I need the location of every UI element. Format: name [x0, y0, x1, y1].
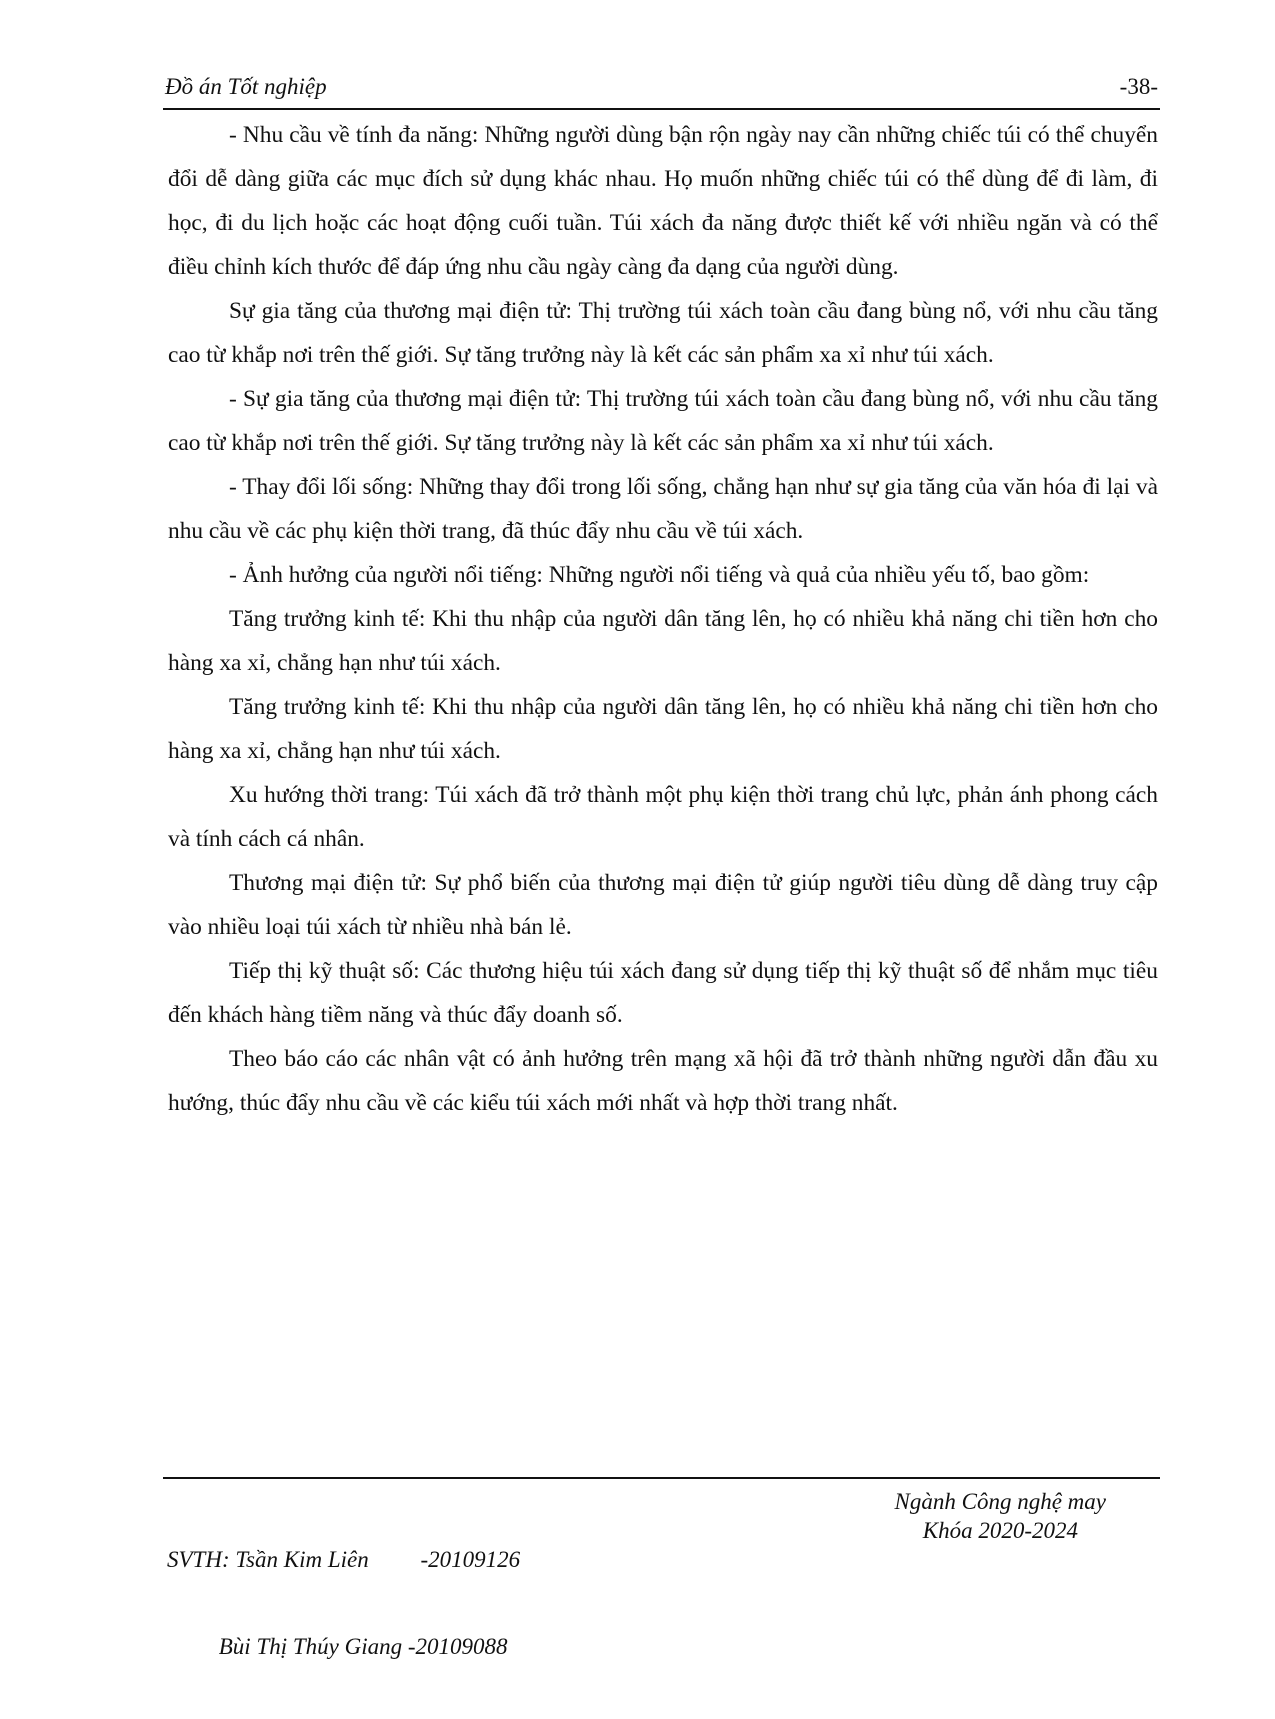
footer-student-2: Bùi Thị Thúy Giang -20109088	[167, 1634, 508, 1659]
paragraph-celebrity-influence: - Ảnh hưởng của người nổi tiếng: Những người nổi tiếng và quả của nhiều yếu tố, bao gồm:	[229, 562, 1090, 588]
paragraph-ecommerce-growth: Sự gia tăng của thương mại điện tử: Thị trường túi xách toàn cầu đang bùng nổ, với nhu cầu tăng cao từ khắp nơi trên thế giới. Sự tăng trưởng này là kết các sản phẩm xa xỉ như túi xách.	[168, 298, 1158, 368]
page-header	[163, 74, 1160, 110]
paragraph-economic-growth-repeat: Tăng trưởng kinh tế: Khi thu nhập của người dân tăng lên, họ có nhiều khả năng chi tiền hơn cho hàng xa xỉ, chẳng hạn như túi xách.	[168, 694, 1158, 764]
page-number: -38-	[1119, 74, 1158, 99]
paragraph-ecommerce-growth-bullet: - Sự gia tăng của thương mại điện tử: Thị trường túi xách toàn cầu đang bùng nổ, với nhu cầu tăng cao từ khắp nơi trên thế giới. Sự tăng trưởng này là kết các sản phẩm xa xỉ như túi xách.	[168, 386, 1158, 456]
paragraph-social-influencers: Theo báo cáo các nhân vật có ảnh hưởng trên mạng xã hội đã trở thành những người dẫn đầu xu hướng, thúc đẩy nhu cầu về các kiểu túi xách mới nhất và hợp thời trang nhất.	[168, 1046, 1158, 1116]
footer-program	[895, 1487, 1106, 1545]
paragraph-versatility-needs: - Nhu cầu về tính đa năng: Những người dùng bận rộn ngày nay cần những chiếc túi có thể chuyển đổi dễ dàng giữa các mục đích sử dụng khác nhau. Họ muốn những chiếc túi có thể dùng để đi làm, đi học, đi du lịch hoặc các hoạt động cuối tuần. Túi xách đa năng được thiết kế với nhiều ngăn và có thể điều chỉnh kích thước để đáp ứng nhu cầu ngày càng đa dạng của người dùng.	[168, 122, 1158, 280]
footer-major: Ngành Công nghệ may	[894, 1489, 1106, 1514]
footer-course: Khóa 2020-2024	[922, 1518, 1078, 1543]
footer-student-1: SVTH: Tsần Kim Liên -20109126	[167, 1547, 521, 1572]
paragraph-economic-growth: Tăng trưởng kinh tế: Khi thu nhập của người dân tăng lên, họ có nhiều khả năng chi tiền hơn cho hàng xa xỉ, chẳng hạn như túi xách.	[168, 606, 1158, 676]
page-body	[168, 113, 1158, 1125]
document-title: Đồ án Tốt nghiệp	[165, 74, 327, 99]
paragraph-ecommerce: Thương mại điện tử: Sự phổ biến của thương mại điện tử giúp người tiêu dùng dễ dàng truy cập vào nhiều loại túi xách từ nhiều nhà bán lẻ.	[168, 870, 1158, 940]
paragraph-fashion-trend: Xu hướng thời trang: Túi xách đã trở thành một phụ kiện thời trang chủ lực, phản ánh phong cách và tính cách cá nhân.	[168, 782, 1158, 852]
paragraph-lifestyle-change: - Thay đổi lối sống: Những thay đổi trong lối sống, chẳng hạn như sự gia tăng của văn hóa đi lại và nhu cầu về các phụ kiện thời trang, đã thúc đẩy nhu cầu về túi xách.	[168, 474, 1158, 544]
page-footer	[163, 1477, 1160, 1659]
footer-students	[167, 1487, 520, 1719]
paragraph-digital-marketing: Tiếp thị kỹ thuật số: Các thương hiệu túi xách đang sử dụng tiếp thị kỹ thuật số để nhắm mục tiêu đến khách hàng tiềm năng và thúc đẩy doanh số.	[168, 958, 1158, 1028]
